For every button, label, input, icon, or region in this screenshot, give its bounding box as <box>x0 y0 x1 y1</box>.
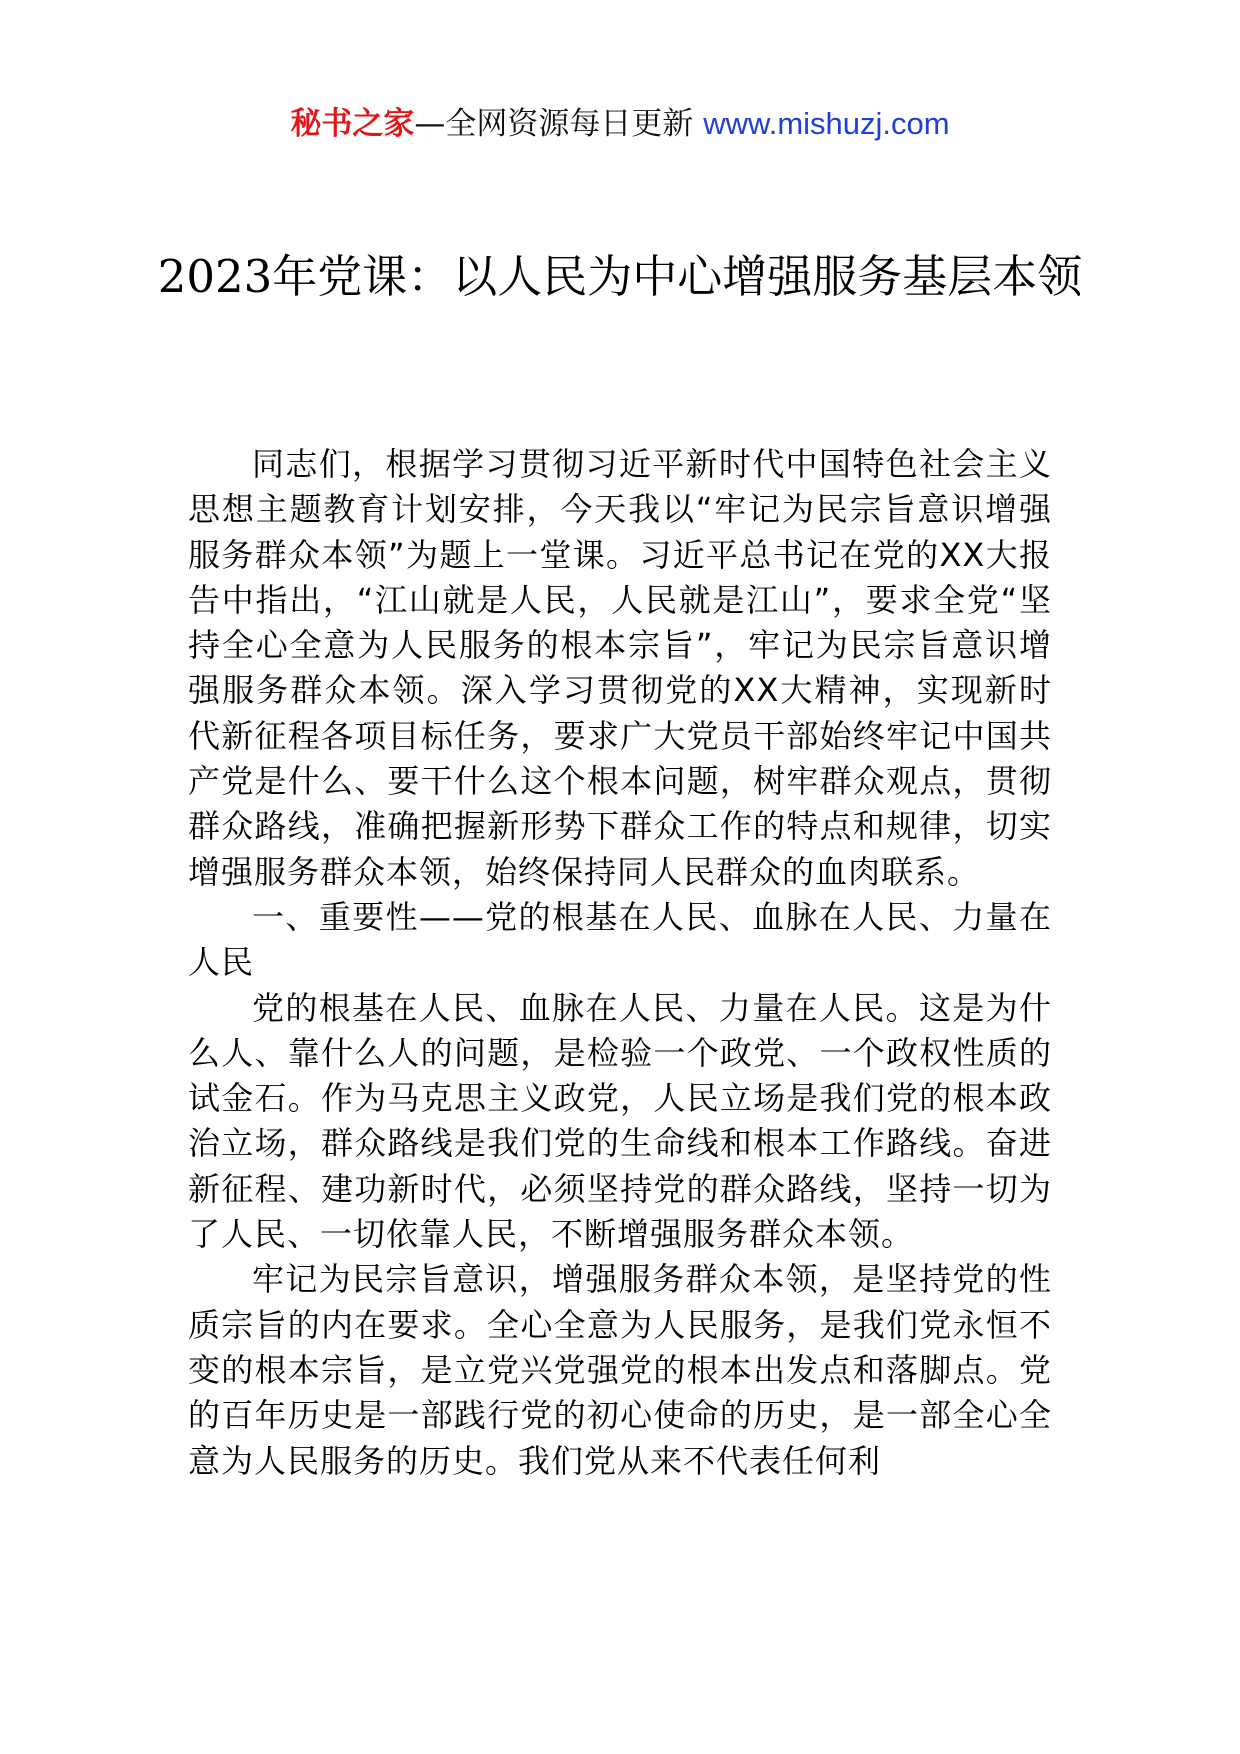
body-paragraph-3: 牢记为民宗旨意识，增强服务群众本领，是坚持党的性质宗旨的内在要求。全心全意为人民服务，是我们党永恒不变的根本宗旨，是立党兴党强党的根本出发点和落脚点。党的百年历史是一部践行党的初心使命的历史，是一部全心全意为人民服务的历史。我们党从来不代表任何利 <box>188 1260 1052 1480</box>
section-heading-1: 一、重要性——党的根基在人民、血脉在人民、力量在人民 <box>188 897 1052 982</box>
document-body <box>188 442 1052 1484</box>
body-paragraph-2: 党的根基在人民、血脉在人民、力量在人民。这是为什么人、靠什么人的问题，是检验一个政党、一个政权性质的试金石。作为马克思主义政党，人民立场是我们党的根本政治立场，群众路线是我们党的生命线和根本工作路线。奋进新征程、建功新时代，必须坚持党的群众路线，坚持一切为了人民、一切依靠人民，不断增强服务群众本领。 <box>188 988 1052 1254</box>
site-url[interactable]: www.mishuzj.com <box>703 106 950 141</box>
document-title: 2023年党课：以人民为中心增强服务基层本领 <box>157 250 1083 303</box>
brand-name: 秘书之家 <box>290 106 415 142</box>
banner-tagline: —全网资源每日更新 <box>414 106 704 142</box>
body-paragraph-intro: 同志们，根据学习贯彻习近平新时代中国特色社会主义思想主题教育计划安排，今天我以“牢记为民宗旨意识增强服务群众本领”为题上一堂课。习近平总书记在党的XX大报告中指出，“江山就是人民，人民就是江山”，要求全党“坚持全心全意为人民服务的根本宗旨”，牢记为民宗旨意识增强服务群众本领。深入学习贯彻党的XX大精神，实现新时代新征程各项目标任务，要求广大党员干部始终牢记中国共产党是什么、要干什么这个根本问题，树牢群众观点，贯彻群众路线，准确把握新形势下群众工作的特点和规律，切实增强服务群众本领，始终保持同人民群众的血肉联系。 <box>188 445 1052 891</box>
site-banner <box>0 100 1240 148</box>
